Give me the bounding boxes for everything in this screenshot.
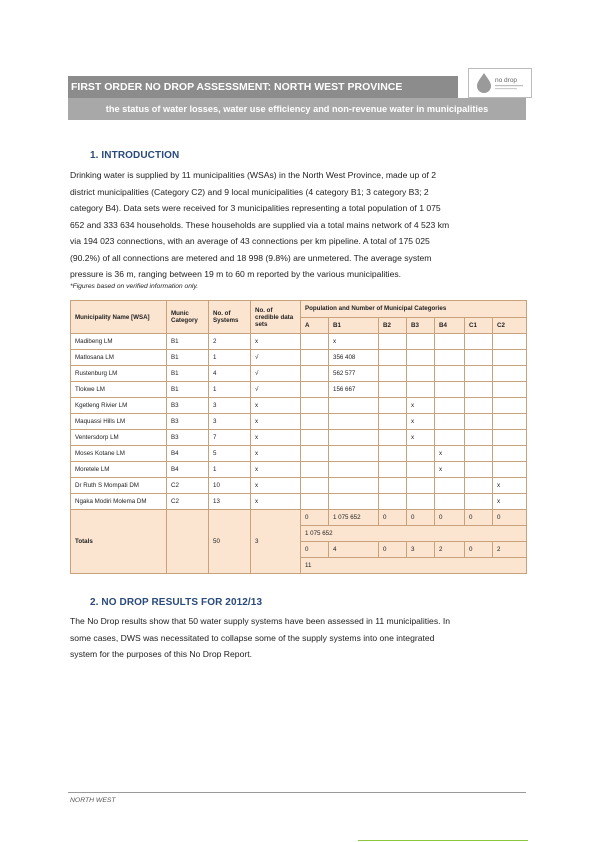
municipality-name-cell: Madibeng LM xyxy=(71,334,167,350)
systems-cell: 4 xyxy=(209,366,251,382)
category-cell: B3 xyxy=(167,398,209,414)
population-cell xyxy=(379,366,407,382)
intro-line: 652 and 333 634 households. These households are supplied via a total mains network of 4 523 km xyxy=(70,219,450,230)
population-cell: x xyxy=(407,414,435,430)
population-cell xyxy=(465,382,493,398)
systems-cell: 1 xyxy=(209,350,251,366)
document-title: FIRST ORDER NO DROP ASSESSMENT: NORTH WEST PROVINCE xyxy=(68,76,458,98)
category-cell: C2 xyxy=(167,494,209,510)
population-cell xyxy=(379,334,407,350)
population-cell xyxy=(465,334,493,350)
no-drop-logo xyxy=(468,68,532,98)
population-cell xyxy=(493,366,527,382)
population-cell xyxy=(301,430,329,446)
totals-count-total: 11 xyxy=(301,558,527,574)
municipality-table xyxy=(70,300,527,574)
population-cell xyxy=(493,334,527,350)
population-cell xyxy=(379,382,407,398)
population-cell: x xyxy=(435,446,465,462)
population-cell xyxy=(379,494,407,510)
population-cell xyxy=(379,462,407,478)
population-cell xyxy=(301,350,329,366)
systems-cell: 13 xyxy=(209,494,251,510)
municipality-name-cell: Rustenburg LM xyxy=(71,366,167,382)
category-cell: B3 xyxy=(167,430,209,446)
population-cell xyxy=(407,350,435,366)
population-cell xyxy=(435,414,465,430)
municipality-name-cell: Kgetleng Rivier LM xyxy=(71,398,167,414)
population-cell xyxy=(407,334,435,350)
category-cell: B1 xyxy=(167,382,209,398)
footer-divider xyxy=(68,792,526,793)
population-cell xyxy=(407,446,435,462)
totals-body xyxy=(71,510,527,574)
population-cell xyxy=(435,350,465,366)
totals-systems: 50 xyxy=(209,510,251,574)
credible-cell: x xyxy=(251,494,301,510)
header-credible: No. of credible data sets xyxy=(251,301,301,334)
credible-cell: x xyxy=(251,430,301,446)
systems-cell: 7 xyxy=(209,430,251,446)
population-cell xyxy=(301,478,329,494)
systems-cell: 2 xyxy=(209,334,251,350)
intro-line: Drinking water is supplied by 11 municipalities (WSAs) in the North West Province, made up of 2 xyxy=(70,170,437,180)
population-cell xyxy=(435,334,465,350)
credible-cell: x xyxy=(251,478,301,494)
totals-category-cell xyxy=(167,510,209,574)
table-row xyxy=(71,446,527,462)
header-municipality: Municipality Name [WSA] xyxy=(71,301,167,334)
population-cell xyxy=(379,430,407,446)
category-cell: B1 xyxy=(167,366,209,382)
header-banner xyxy=(68,76,526,120)
credible-cell: x xyxy=(251,446,301,462)
credible-cell: x xyxy=(251,334,301,350)
totals-pop-b2: 0 xyxy=(379,510,407,526)
population-cell xyxy=(301,494,329,510)
table-row xyxy=(71,398,527,414)
population-cell xyxy=(493,446,527,462)
municipality-name-cell: Matlosana LM xyxy=(71,350,167,366)
totals-count-a: 0 xyxy=(301,542,329,558)
table-row xyxy=(71,430,527,446)
header-col-a: A xyxy=(301,317,329,334)
population-cell xyxy=(301,414,329,430)
header-col-b2: B2 xyxy=(379,317,407,334)
totals-pop-a: 0 xyxy=(301,510,329,526)
population-cell xyxy=(465,462,493,478)
table-row xyxy=(71,350,527,366)
municipality-name-cell: Moses Kotane LM xyxy=(71,446,167,462)
totals-count-b2: 0 xyxy=(379,542,407,558)
population-cell xyxy=(435,366,465,382)
population-cell xyxy=(301,398,329,414)
population-cell xyxy=(465,494,493,510)
table-row xyxy=(71,382,527,398)
population-cell xyxy=(435,478,465,494)
municipality-name-cell: Ventersdorp LM xyxy=(71,430,167,446)
population-cell xyxy=(435,382,465,398)
population-cell xyxy=(493,398,527,414)
results-line: system for the purposes of this No Drop Report. xyxy=(70,649,252,659)
credible-cell: √ xyxy=(251,382,301,398)
population-cell xyxy=(329,494,379,510)
totals-pop-c1: 0 xyxy=(465,510,493,526)
totals-count-c1: 0 xyxy=(465,542,493,558)
intro-line: (90.2%) of all connections are metered and 18 998 (9.8%) are unmetered. The average system xyxy=(70,252,432,263)
population-cell: x xyxy=(493,478,527,494)
population-cell xyxy=(329,398,379,414)
credible-cell: √ xyxy=(251,366,301,382)
population-cell xyxy=(329,446,379,462)
population-cell xyxy=(301,446,329,462)
municipality-name-cell: Ngaka Modiri Molema DM xyxy=(71,494,167,510)
table-body xyxy=(71,334,527,510)
systems-cell: 3 xyxy=(209,414,251,430)
population-cell xyxy=(301,382,329,398)
population-cell xyxy=(465,430,493,446)
population-cell xyxy=(493,382,527,398)
population-cell xyxy=(493,414,527,430)
header-col-b3: B3 xyxy=(407,317,435,334)
population-cell xyxy=(465,478,493,494)
verified-info-note: *Figures based on verified information only. xyxy=(70,283,199,290)
header-systems: No. of Systems xyxy=(209,301,251,334)
totals-count-b4: 2 xyxy=(435,542,465,558)
population-cell xyxy=(407,478,435,494)
totals-pop-b4: 0 xyxy=(435,510,465,526)
category-cell: B1 xyxy=(167,350,209,366)
credible-cell: x xyxy=(251,398,301,414)
population-cell xyxy=(407,494,435,510)
population-cell xyxy=(301,462,329,478)
population-cell xyxy=(379,350,407,366)
population-cell: 156 667 xyxy=(329,382,379,398)
results-line: some cases, DWS was necessitated to collapse some of the supply systems into one integrated xyxy=(70,632,435,643)
header-col-b1: B1 xyxy=(329,317,379,334)
population-cell xyxy=(379,446,407,462)
table-row xyxy=(71,478,527,494)
header-col-b4: B4 xyxy=(435,317,465,334)
totals-pop-total: 1 075 652 xyxy=(301,526,527,542)
population-cell xyxy=(379,398,407,414)
results-line: The No Drop results show that 50 water supply systems have been assessed in 11 municipalities. In xyxy=(70,616,451,626)
population-cell xyxy=(465,446,493,462)
population-cell xyxy=(465,366,493,382)
systems-cell: 1 xyxy=(209,382,251,398)
intro-line: via 194 023 connections, with an average of 43 connections per km pipeline. A total of 175 025 xyxy=(70,236,430,246)
results-paragraph xyxy=(70,613,526,663)
intro-line: category B4). Data sets were received for 3 municipalities representing a total population of 1 075 xyxy=(70,203,441,213)
population-cell: x xyxy=(407,430,435,446)
header-population: Population and Number of Municipal Categories xyxy=(301,301,527,318)
totals-count-b1: 4 xyxy=(329,542,379,558)
population-cell xyxy=(407,462,435,478)
population-cell xyxy=(301,334,329,350)
totals-pop-b1: 1 075 652 xyxy=(329,510,379,526)
table-row xyxy=(71,334,527,350)
credible-cell: √ xyxy=(251,350,301,366)
credible-cell: x xyxy=(251,414,301,430)
population-cell: x xyxy=(407,398,435,414)
introduction-paragraph xyxy=(70,167,526,283)
population-cell xyxy=(407,366,435,382)
svg-text:no drop: no drop xyxy=(495,77,518,84)
systems-cell: 10 xyxy=(209,478,251,494)
document-subtitle: the status of water losses, water use efficiency and non-revenue water in municipalities xyxy=(68,98,526,120)
table-row xyxy=(71,414,527,430)
totals-count-b3: 3 xyxy=(407,542,435,558)
population-cell xyxy=(493,462,527,478)
table-row xyxy=(71,494,527,510)
population-cell xyxy=(379,414,407,430)
population-cell: x xyxy=(435,462,465,478)
header-col-c1: C1 xyxy=(465,317,493,334)
category-cell: C2 xyxy=(167,478,209,494)
population-cell xyxy=(465,414,493,430)
systems-cell: 1 xyxy=(209,462,251,478)
municipality-name-cell: Moretele LM xyxy=(71,462,167,478)
table-row xyxy=(71,462,527,478)
population-cell xyxy=(329,414,379,430)
footer-accent-line xyxy=(358,840,528,841)
population-cell xyxy=(329,430,379,446)
totals-pop-c2: 0 xyxy=(493,510,527,526)
section-heading-results: 2. NO DROP RESULTS FOR 2012/13 xyxy=(90,597,263,608)
municipality-name-cell: Tlokwe LM xyxy=(71,382,167,398)
water-drop-icon xyxy=(470,70,530,96)
totals-count-c2: 2 xyxy=(493,542,527,558)
population-cell: x xyxy=(329,334,379,350)
population-cell: 562 577 xyxy=(329,366,379,382)
systems-cell: 5 xyxy=(209,446,251,462)
population-cell xyxy=(301,366,329,382)
intro-line: district municipalities (Category C2) and 9 local municipalities (4 category B1; 3 category B3; 2 xyxy=(70,186,429,197)
section-heading-introduction: 1. INTRODUCTION xyxy=(90,150,180,161)
population-cell xyxy=(465,350,493,366)
population-cell xyxy=(435,494,465,510)
category-cell: B3 xyxy=(167,414,209,430)
municipality-name-cell: Maquassi Hills LM xyxy=(71,414,167,430)
population-cell: x xyxy=(493,494,527,510)
category-cell: B4 xyxy=(167,462,209,478)
population-cell: 356 408 xyxy=(329,350,379,366)
totals-pop-b3: 0 xyxy=(407,510,435,526)
population-cell xyxy=(329,478,379,494)
population-cell xyxy=(329,462,379,478)
population-cell xyxy=(379,478,407,494)
totals-credible: 3 xyxy=(251,510,301,574)
population-cell xyxy=(493,430,527,446)
totals-label: Totals xyxy=(71,510,167,574)
systems-cell: 3 xyxy=(209,398,251,414)
header-col-c2: C2 xyxy=(493,317,527,334)
population-cell xyxy=(435,398,465,414)
population-cell xyxy=(493,350,527,366)
municipality-name-cell: Dr Ruth S Mompati DM xyxy=(71,478,167,494)
category-cell: B1 xyxy=(167,334,209,350)
totals-row xyxy=(71,510,527,526)
category-cell: B4 xyxy=(167,446,209,462)
table-row xyxy=(71,366,527,382)
population-cell xyxy=(407,382,435,398)
header-category: Munic Category xyxy=(167,301,209,334)
population-cell xyxy=(435,430,465,446)
credible-cell: x xyxy=(251,462,301,478)
footer-text: NORTH WEST xyxy=(70,797,116,804)
intro-line: pressure is 36 m, ranging between 19 m to 60 m reported by the various municipalities. xyxy=(70,269,402,279)
population-cell xyxy=(465,398,493,414)
